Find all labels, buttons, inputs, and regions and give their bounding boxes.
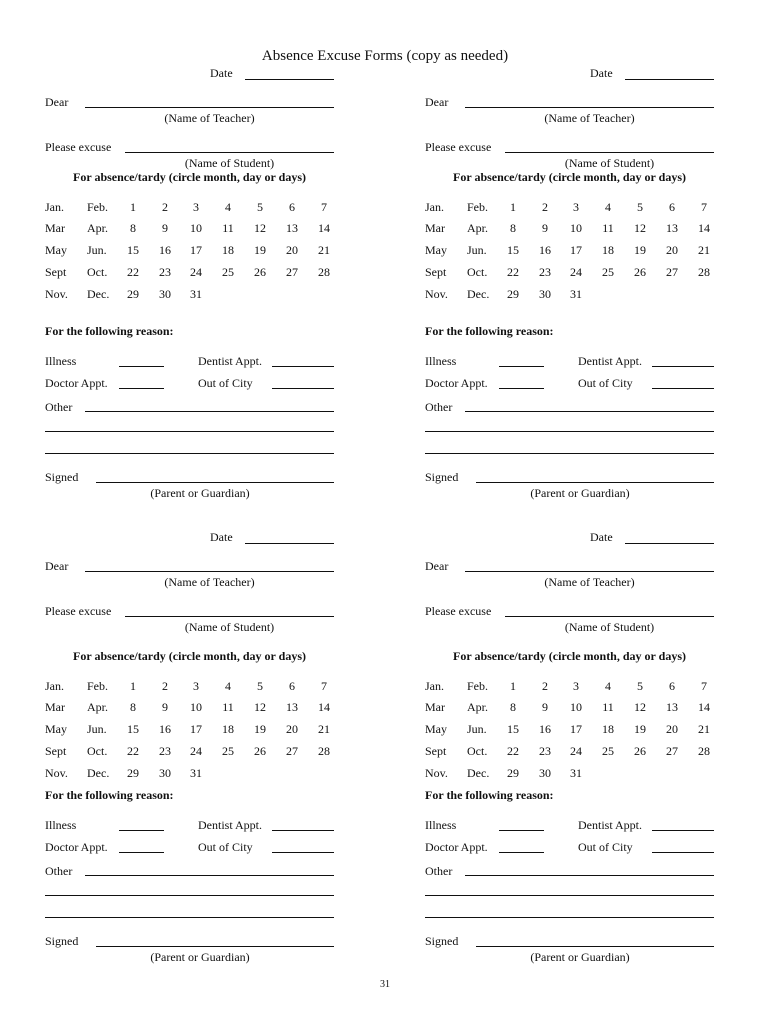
- day-option[interactable]: 29: [127, 287, 139, 301]
- dear-label: Dear: [45, 559, 69, 573]
- day-option[interactable]: 21: [318, 722, 330, 736]
- day-option[interactable]: 30: [539, 766, 551, 780]
- day-option[interactable]: 29: [127, 766, 139, 780]
- other-label: Other: [45, 400, 73, 414]
- day-option[interactable]: 15: [127, 243, 139, 257]
- day-option[interactable]: 21: [698, 722, 710, 736]
- date-label: Date: [590, 530, 613, 544]
- day-option[interactable]: 12: [634, 700, 646, 714]
- month-option[interactable]: Nov.: [45, 287, 68, 301]
- absence-heading: For absence/tardy (circle month, day or days): [73, 649, 306, 663]
- day-option[interactable]: 21: [698, 243, 710, 257]
- signed-label: Signed: [425, 934, 459, 948]
- dentist-field[interactable]: [652, 830, 714, 831]
- day-option[interactable]: 17: [570, 722, 582, 736]
- other-field[interactable]: [465, 875, 714, 876]
- month-option[interactable]: Feb.: [87, 679, 108, 693]
- parent-caption: (Parent or Guardian): [530, 950, 630, 964]
- day-option[interactable]: 20: [666, 243, 678, 257]
- doctor-field[interactable]: [499, 852, 544, 853]
- dentist-field[interactable]: [652, 366, 714, 367]
- day-option[interactable]: 18: [602, 243, 614, 257]
- day-option[interactable]: 28: [698, 744, 710, 758]
- day-option[interactable]: 17: [190, 243, 202, 257]
- day-option[interactable]: 8: [130, 221, 136, 235]
- day-option[interactable]: 16: [159, 243, 171, 257]
- signature-field[interactable]: [96, 482, 334, 483]
- day-option[interactable]: 26: [634, 265, 646, 279]
- month-option[interactable]: Oct.: [87, 265, 108, 279]
- month-option[interactable]: Dec.: [467, 287, 490, 301]
- day-option[interactable]: 1: [130, 200, 136, 214]
- please-excuse-label: Please excuse: [425, 604, 492, 618]
- month-option[interactable]: Dec.: [87, 766, 110, 780]
- student-name-field[interactable]: [125, 152, 334, 153]
- other-label: Other: [45, 864, 73, 878]
- day-option[interactable]: 3: [193, 679, 199, 693]
- doctor-label: Doctor Appt.: [425, 376, 488, 390]
- month-option[interactable]: Sept: [45, 744, 67, 758]
- day-option[interactable]: 12: [254, 700, 266, 714]
- day-option[interactable]: 7: [701, 200, 707, 214]
- other-line[interactable]: [425, 453, 714, 454]
- day-option[interactable]: 3: [573, 200, 579, 214]
- day-option[interactable]: 19: [634, 243, 646, 257]
- month-option[interactable]: Feb.: [467, 200, 488, 214]
- month-option[interactable]: Jun.: [467, 243, 487, 257]
- illness-label: Illness: [425, 818, 457, 832]
- out-of-city-field[interactable]: [652, 388, 714, 389]
- day-option[interactable]: 6: [289, 679, 295, 693]
- day-option[interactable]: 11: [222, 700, 234, 714]
- doctor-field[interactable]: [119, 388, 164, 389]
- illness-field[interactable]: [499, 366, 544, 367]
- month-option[interactable]: Sept: [425, 744, 447, 758]
- day-option[interactable]: 4: [225, 200, 231, 214]
- other-label: Other: [425, 864, 453, 878]
- day-option[interactable]: 28: [318, 744, 330, 758]
- illness-label: Illness: [425, 354, 457, 368]
- student-caption: (Name of Student): [184, 156, 275, 170]
- other-line[interactable]: [45, 917, 334, 918]
- teacher-name-field[interactable]: [85, 107, 334, 108]
- day-option[interactable]: 23: [539, 744, 551, 758]
- day-option[interactable]: 19: [254, 243, 266, 257]
- signed-label: Signed: [45, 470, 79, 484]
- teacher-name-field[interactable]: [465, 107, 714, 108]
- day-option[interactable]: 31: [570, 287, 582, 301]
- absence-excuse-form: [425, 62, 725, 532]
- absence-heading: For absence/tardy (circle month, day or days): [453, 170, 686, 184]
- date-label: Date: [590, 66, 613, 80]
- day-option[interactable]: 14: [318, 221, 330, 235]
- day-option[interactable]: 10: [570, 700, 582, 714]
- day-option[interactable]: 30: [159, 766, 171, 780]
- day-option[interactable]: 24: [190, 744, 202, 758]
- dentist-field[interactable]: [272, 830, 334, 831]
- other-field[interactable]: [85, 875, 334, 876]
- day-option[interactable]: 2: [162, 679, 168, 693]
- other-field[interactable]: [465, 411, 714, 412]
- day-option[interactable]: 6: [669, 679, 675, 693]
- day-option[interactable]: 27: [666, 744, 678, 758]
- day-option[interactable]: 13: [666, 221, 678, 235]
- other-field[interactable]: [85, 411, 334, 412]
- doctor-field[interactable]: [119, 852, 164, 853]
- teacher-caption: (Name of Teacher): [164, 111, 255, 125]
- day-option[interactable]: 11: [602, 221, 614, 235]
- month-option[interactable]: Mar: [45, 221, 65, 235]
- day-option[interactable]: 4: [225, 679, 231, 693]
- signature-field[interactable]: [476, 482, 714, 483]
- month-option[interactable]: Feb.: [467, 679, 488, 693]
- out-of-city-label: Out of City: [578, 376, 633, 390]
- illness-label: Illness: [45, 354, 77, 368]
- day-option[interactable]: 28: [318, 265, 330, 279]
- day-option[interactable]: 14: [698, 221, 710, 235]
- month-option[interactable]: Apr.: [87, 221, 108, 235]
- month-option[interactable]: May: [45, 722, 67, 736]
- please-excuse-label: Please excuse: [425, 140, 492, 154]
- month-option[interactable]: May: [425, 243, 447, 257]
- date-field[interactable]: [245, 543, 334, 544]
- day-option[interactable]: 14: [698, 700, 710, 714]
- day-option[interactable]: 9: [542, 700, 548, 714]
- out-of-city-label: Out of City: [578, 840, 633, 854]
- day-option[interactable]: 23: [159, 265, 171, 279]
- other-line[interactable]: [425, 917, 714, 918]
- month-option[interactable]: Jan.: [425, 679, 444, 693]
- day-option[interactable]: 11: [602, 700, 614, 714]
- other-line[interactable]: [425, 431, 714, 432]
- student-name-field[interactable]: [125, 616, 334, 617]
- day-option[interactable]: 4: [605, 679, 611, 693]
- day-option[interactable]: 5: [637, 679, 643, 693]
- day-option[interactable]: 22: [127, 265, 139, 279]
- day-option[interactable]: 8: [510, 221, 516, 235]
- day-option[interactable]: 12: [254, 221, 266, 235]
- day-option[interactable]: 16: [539, 243, 551, 257]
- teacher-caption: (Name of Teacher): [544, 575, 635, 589]
- day-option[interactable]: 22: [507, 265, 519, 279]
- day-option[interactable]: 16: [159, 722, 171, 736]
- signature-field[interactable]: [96, 946, 334, 947]
- teacher-name-field[interactable]: [465, 571, 714, 572]
- illness-field[interactable]: [119, 366, 164, 367]
- day-option[interactable]: 12: [634, 221, 646, 235]
- teacher-caption: (Name of Teacher): [544, 111, 635, 125]
- day-option[interactable]: 24: [570, 265, 582, 279]
- day-option[interactable]: 23: [539, 265, 551, 279]
- month-option[interactable]: May: [425, 722, 447, 736]
- day-option[interactable]: 11: [222, 221, 234, 235]
- please-excuse-label: Please excuse: [45, 604, 112, 618]
- teacher-name-field[interactable]: [85, 571, 334, 572]
- day-option[interactable]: 7: [321, 679, 327, 693]
- month-option[interactable]: Nov.: [45, 766, 68, 780]
- day-option[interactable]: 5: [257, 200, 263, 214]
- day-option[interactable]: 23: [159, 744, 171, 758]
- month-option[interactable]: Mar: [425, 700, 445, 714]
- reason-heading: For the following reason:: [425, 788, 554, 802]
- day-option[interactable]: 2: [542, 200, 548, 214]
- student-name-field[interactable]: [505, 152, 714, 153]
- day-option[interactable]: 31: [190, 766, 202, 780]
- date-field[interactable]: [625, 543, 714, 544]
- day-option[interactable]: 10: [190, 221, 202, 235]
- day-option[interactable]: 17: [570, 243, 582, 257]
- month-option[interactable]: Mar: [425, 221, 445, 235]
- teacher-caption: (Name of Teacher): [164, 575, 255, 589]
- day-option[interactable]: 17: [190, 722, 202, 736]
- day-option[interactable]: 31: [570, 766, 582, 780]
- reason-heading: For the following reason:: [45, 324, 174, 338]
- parent-caption: (Parent or Guardian): [530, 486, 630, 500]
- doctor-label: Doctor Appt.: [425, 840, 488, 854]
- day-option[interactable]: 20: [286, 722, 298, 736]
- day-option[interactable]: 30: [159, 287, 171, 301]
- page-number: 31: [380, 979, 390, 990]
- day-option[interactable]: 22: [127, 744, 139, 758]
- month-option[interactable]: Oct.: [467, 265, 488, 279]
- out-of-city-field[interactable]: [272, 388, 334, 389]
- day-option[interactable]: 31: [190, 287, 202, 301]
- month-option[interactable]: Jun.: [87, 243, 107, 257]
- doctor-field[interactable]: [499, 388, 544, 389]
- dear-label: Dear: [425, 95, 449, 109]
- day-option[interactable]: 2: [162, 200, 168, 214]
- student-caption: (Name of Student): [564, 156, 655, 170]
- absence-excuse-form: [425, 526, 725, 996]
- day-option[interactable]: 15: [507, 243, 519, 257]
- day-option[interactable]: 1: [130, 679, 136, 693]
- illness-label: Illness: [45, 818, 77, 832]
- student-name-field[interactable]: [505, 616, 714, 617]
- day-option[interactable]: 9: [162, 221, 168, 235]
- month-option[interactable]: Jun.: [467, 722, 487, 736]
- day-option[interactable]: 6: [289, 200, 295, 214]
- date-field[interactable]: [245, 79, 334, 80]
- month-option[interactable]: Jan.: [425, 200, 444, 214]
- month-option[interactable]: Jan.: [45, 200, 64, 214]
- doctor-label: Doctor Appt.: [45, 376, 108, 390]
- page-title: Absence Excuse Forms (copy as needed): [261, 48, 509, 64]
- day-option[interactable]: 14: [318, 700, 330, 714]
- day-option[interactable]: 7: [321, 200, 327, 214]
- out-of-city-field[interactable]: [652, 852, 714, 853]
- day-option[interactable]: 8: [510, 700, 516, 714]
- day-option[interactable]: 19: [254, 722, 266, 736]
- date-field[interactable]: [625, 79, 714, 80]
- out-of-city-field[interactable]: [272, 852, 334, 853]
- month-option[interactable]: Nov.: [425, 287, 448, 301]
- other-label: Other: [425, 400, 453, 414]
- day-option[interactable]: 26: [634, 744, 646, 758]
- day-option[interactable]: 25: [602, 744, 614, 758]
- date-label: Date: [210, 530, 233, 544]
- please-excuse-label: Please excuse: [45, 140, 112, 154]
- day-option[interactable]: 20: [666, 722, 678, 736]
- day-option[interactable]: 27: [286, 265, 298, 279]
- day-option[interactable]: 6: [669, 200, 675, 214]
- day-option[interactable]: 13: [286, 221, 298, 235]
- day-option[interactable]: 28: [698, 265, 710, 279]
- parent-caption: (Parent or Guardian): [150, 950, 250, 964]
- day-option[interactable]: 7: [701, 679, 707, 693]
- month-option[interactable]: Oct.: [87, 744, 108, 758]
- month-option[interactable]: Mar: [45, 700, 65, 714]
- signed-label: Signed: [425, 470, 459, 484]
- day-option[interactable]: 25: [602, 265, 614, 279]
- illness-field[interactable]: [499, 830, 544, 831]
- day-option[interactable]: 10: [570, 221, 582, 235]
- reason-heading: For the following reason:: [425, 324, 554, 338]
- month-option[interactable]: Dec.: [87, 287, 110, 301]
- illness-field[interactable]: [119, 830, 164, 831]
- absence-heading: For absence/tardy (circle month, day or days): [453, 649, 686, 663]
- other-line[interactable]: [425, 895, 714, 896]
- doctor-label: Doctor Appt.: [45, 840, 108, 854]
- day-option[interactable]: 30: [539, 287, 551, 301]
- day-option[interactable]: 20: [286, 243, 298, 257]
- day-option[interactable]: 27: [286, 744, 298, 758]
- month-option[interactable]: Dec.: [467, 766, 490, 780]
- day-option[interactable]: 24: [570, 744, 582, 758]
- day-option[interactable]: 21: [318, 243, 330, 257]
- month-option[interactable]: Feb.: [87, 200, 108, 214]
- parent-caption: (Parent or Guardian): [150, 486, 250, 500]
- day-option[interactable]: 8: [130, 700, 136, 714]
- day-option[interactable]: 4: [605, 200, 611, 214]
- day-option[interactable]: 15: [507, 722, 519, 736]
- month-option[interactable]: Sept: [45, 265, 67, 279]
- month-option[interactable]: Sept: [425, 265, 447, 279]
- day-option[interactable]: 25: [222, 744, 234, 758]
- day-option[interactable]: 22: [507, 744, 519, 758]
- day-option[interactable]: 18: [602, 722, 614, 736]
- student-caption: (Name of Student): [564, 620, 655, 634]
- day-option[interactable]: 3: [193, 200, 199, 214]
- day-option[interactable]: 9: [542, 221, 548, 235]
- month-option[interactable]: Nov.: [425, 766, 448, 780]
- student-caption: (Name of Student): [184, 620, 275, 634]
- day-option[interactable]: 2: [542, 679, 548, 693]
- out-of-city-label: Out of City: [198, 376, 253, 390]
- other-line[interactable]: [45, 453, 334, 454]
- month-option[interactable]: Apr.: [467, 700, 488, 714]
- day-option[interactable]: 29: [507, 766, 519, 780]
- month-option[interactable]: Apr.: [467, 221, 488, 235]
- dear-label: Dear: [425, 559, 449, 573]
- day-option[interactable]: 26: [254, 265, 266, 279]
- day-option[interactable]: 1: [510, 200, 516, 214]
- day-option[interactable]: 18: [222, 243, 234, 257]
- day-option[interactable]: 27: [666, 265, 678, 279]
- day-option[interactable]: 18: [222, 722, 234, 736]
- date-label: Date: [210, 66, 233, 80]
- absence-heading: For absence/tardy (circle month, day or days): [73, 170, 306, 184]
- signature-field[interactable]: [476, 946, 714, 947]
- day-option[interactable]: 15: [127, 722, 139, 736]
- day-option[interactable]: 13: [286, 700, 298, 714]
- day-option[interactable]: 26: [254, 744, 266, 758]
- signed-label: Signed: [45, 934, 79, 948]
- dentist-label: Dentist Appt.: [198, 354, 263, 368]
- day-option[interactable]: 29: [507, 287, 519, 301]
- day-option[interactable]: 5: [637, 200, 643, 214]
- other-line[interactable]: [45, 431, 334, 432]
- month-option[interactable]: Apr.: [87, 700, 108, 714]
- day-option[interactable]: 13: [666, 700, 678, 714]
- day-option[interactable]: 16: [539, 722, 551, 736]
- month-option[interactable]: Oct.: [467, 744, 488, 758]
- month-option[interactable]: Jan.: [45, 679, 64, 693]
- reason-heading: For the following reason:: [45, 788, 174, 802]
- absence-excuse-form: [45, 62, 345, 532]
- other-line[interactable]: [45, 895, 334, 896]
- day-option[interactable]: 1: [510, 679, 516, 693]
- dentist-field[interactable]: [272, 366, 334, 367]
- dear-label: Dear: [45, 95, 69, 109]
- day-option[interactable]: 9: [162, 700, 168, 714]
- day-option[interactable]: 5: [257, 679, 263, 693]
- dentist-label: Dentist Appt.: [198, 818, 263, 832]
- day-option[interactable]: 10: [190, 700, 202, 714]
- day-option[interactable]: 3: [573, 679, 579, 693]
- out-of-city-label: Out of City: [198, 840, 253, 854]
- day-option[interactable]: 19: [634, 722, 646, 736]
- dentist-label: Dentist Appt.: [578, 354, 643, 368]
- dentist-label: Dentist Appt.: [578, 818, 643, 832]
- absence-excuse-form: [45, 526, 345, 996]
- month-option[interactable]: May: [45, 243, 67, 257]
- day-option[interactable]: 24: [190, 265, 202, 279]
- month-option[interactable]: Jun.: [87, 722, 107, 736]
- day-option[interactable]: 25: [222, 265, 234, 279]
